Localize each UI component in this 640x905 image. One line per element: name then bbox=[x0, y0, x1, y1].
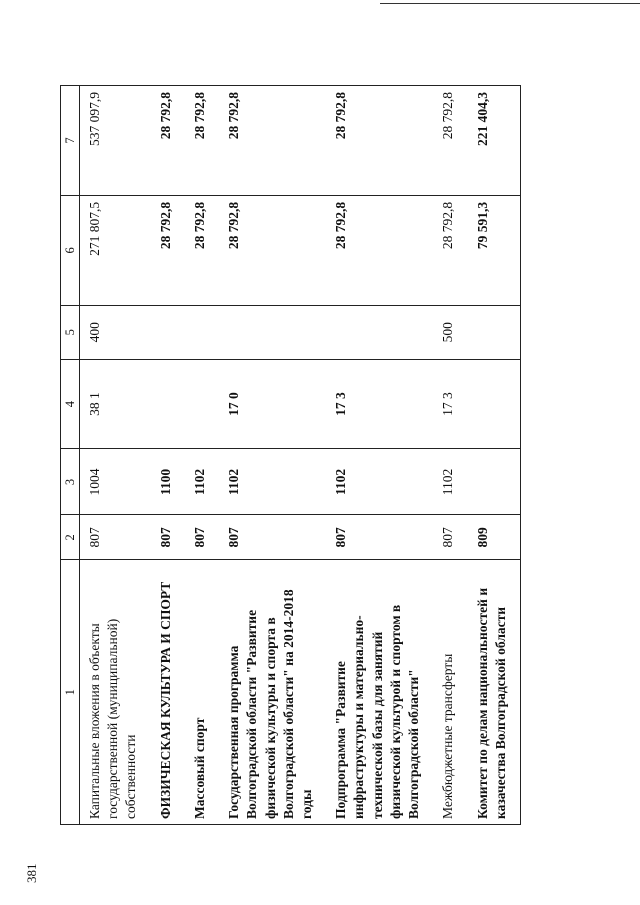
cell-ministry-code: 809 bbox=[468, 515, 521, 560]
cell-amount-2: 28 792,8 bbox=[151, 86, 185, 196]
table-row bbox=[151, 86, 185, 825]
table-row bbox=[326, 86, 433, 825]
header-cell-2: 2 bbox=[61, 515, 80, 560]
cell-target-article: 17 3 bbox=[326, 359, 433, 449]
page-number: 381 bbox=[24, 863, 39, 883]
cell-name: Массовый спорт bbox=[185, 560, 219, 825]
header-cell-3: 3 bbox=[61, 449, 80, 515]
cell-amount-1: 28 792,8 bbox=[151, 195, 185, 305]
cell-expense-type bbox=[151, 305, 185, 359]
cell-name: Межбюджетные трансферты bbox=[433, 560, 467, 825]
page-number-container bbox=[14, 440, 39, 883]
budget-table bbox=[60, 85, 521, 825]
header-cell-6: 6 bbox=[61, 195, 80, 305]
rotated-sheet bbox=[60, 85, 580, 825]
cell-amount-2: 221 404,3 bbox=[468, 86, 521, 196]
cell-amount-1: 28 792,8 bbox=[433, 195, 467, 305]
cell-name: Капитальные вложения в объекты государственной (муниципальной) собственности bbox=[80, 560, 151, 825]
cell-amount-2: 28 792,8 bbox=[185, 86, 219, 196]
cell-ministry-code: 807 bbox=[433, 515, 467, 560]
cell-name: Комитет по делам национальностей и казачества Волгоградской области bbox=[468, 560, 521, 825]
cell-name: Государственная программа Волгоградской области "Развитие физической культуры и спорта в Волгоградской области" на 2014-2018 годы bbox=[219, 560, 326, 825]
cell-ministry-code: 807 bbox=[219, 515, 326, 560]
header-cell-4: 4 bbox=[61, 359, 80, 449]
cell-expense-type bbox=[468, 305, 521, 359]
cell-name: Подпрограмма "Развитие инфраструктуры и материально-технической базы для занятий физической культурой и спортом в Волгоградской области" bbox=[326, 560, 433, 825]
header-cell-1: 1 bbox=[61, 560, 80, 825]
cell-section-code: 1102 bbox=[433, 449, 467, 515]
cell-section-code: 1102 bbox=[219, 449, 326, 515]
header-row bbox=[61, 86, 80, 825]
header-cell-7: 7 bbox=[61, 86, 80, 196]
cell-section-code: 1100 bbox=[151, 449, 185, 515]
cell-ministry-code: 807 bbox=[151, 515, 185, 560]
cell-target-article: 17 3 bbox=[433, 359, 467, 449]
cell-ministry-code: 807 bbox=[80, 515, 151, 560]
table-row bbox=[433, 86, 467, 825]
cell-target-article: 38 1 bbox=[80, 359, 151, 449]
table-row bbox=[185, 86, 219, 825]
cell-expense-type: 500 bbox=[433, 305, 467, 359]
table-row bbox=[80, 86, 151, 825]
cell-target-article bbox=[468, 359, 521, 449]
cell-expense-type: 400 bbox=[80, 305, 151, 359]
cell-section-code: 1102 bbox=[185, 449, 219, 515]
cell-amount-1: 79 591,3 bbox=[468, 195, 521, 305]
header-cell-5: 5 bbox=[61, 305, 80, 359]
cell-amount-2: 28 792,8 bbox=[433, 86, 467, 196]
cell-section-code: 1102 bbox=[326, 449, 433, 515]
cell-amount-2: 28 792,8 bbox=[219, 86, 326, 196]
table-row bbox=[468, 86, 521, 825]
cell-expense-type bbox=[326, 305, 433, 359]
scan-edge-line bbox=[380, 3, 640, 4]
cell-name: ФИЗИЧЕСКАЯ КУЛЬТУРА И СПОРТ bbox=[151, 560, 185, 825]
cell-ministry-code: 807 bbox=[326, 515, 433, 560]
cell-section-code bbox=[468, 449, 521, 515]
cell-target-article bbox=[185, 359, 219, 449]
cell-expense-type bbox=[185, 305, 219, 359]
cell-amount-2: 537 097,9 bbox=[80, 86, 151, 196]
cell-amount-1: 28 792,8 bbox=[326, 195, 433, 305]
cell-target-article: 17 0 bbox=[219, 359, 326, 449]
cell-section-code: 1004 bbox=[80, 449, 151, 515]
cell-amount-1: 28 792,8 bbox=[185, 195, 219, 305]
cell-amount-1: 271 807,5 bbox=[80, 195, 151, 305]
cell-ministry-code: 807 bbox=[185, 515, 219, 560]
cell-amount-1: 28 792,8 bbox=[219, 195, 326, 305]
table-row bbox=[219, 86, 326, 825]
cell-target-article bbox=[151, 359, 185, 449]
cell-expense-type bbox=[219, 305, 326, 359]
cell-amount-2: 28 792,8 bbox=[326, 86, 433, 196]
